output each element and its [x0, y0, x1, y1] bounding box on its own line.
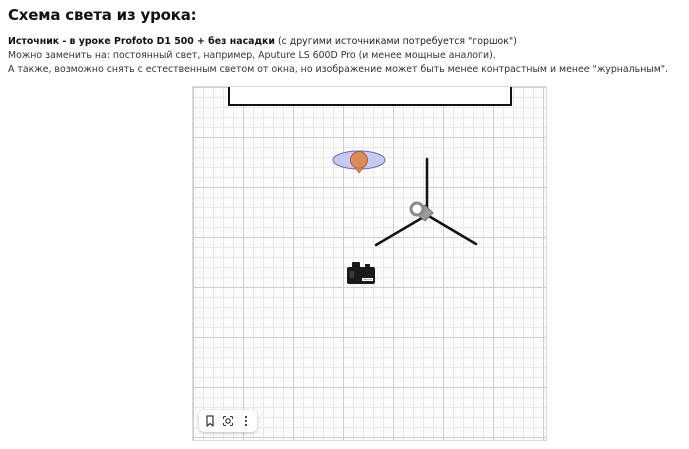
backdrop	[229, 87, 511, 105]
lighting-diagram	[192, 86, 547, 441]
subject-person	[333, 151, 385, 173]
visual-search-icon[interactable]	[220, 413, 236, 429]
natural-light-line: А также, возможно снять с естественным светом от окна, но изображение может быть менее контрастным и менее "журнальным".	[8, 64, 669, 75]
bookmark-icon[interactable]	[202, 413, 218, 429]
light-head	[411, 203, 433, 221]
light-stand	[376, 159, 476, 245]
image-toolbar	[199, 410, 257, 432]
source-line	[8, 36, 517, 48]
page-heading: Схема света из урока:	[8, 6, 197, 24]
lighting-scene	[193, 87, 547, 441]
replace-line: Можно заменить на: постоянный свет, например, Aputure LS 600D Pro (и менее мощные аналоги).	[8, 50, 496, 61]
source-line-bold: Источник - в уроке Profoto D1 500 + без насадки	[8, 36, 275, 47]
camera	[347, 262, 375, 284]
more-options-icon[interactable]	[238, 413, 254, 429]
source-line-rest: (с другими источниками потребуется "горшок")	[274, 36, 517, 47]
